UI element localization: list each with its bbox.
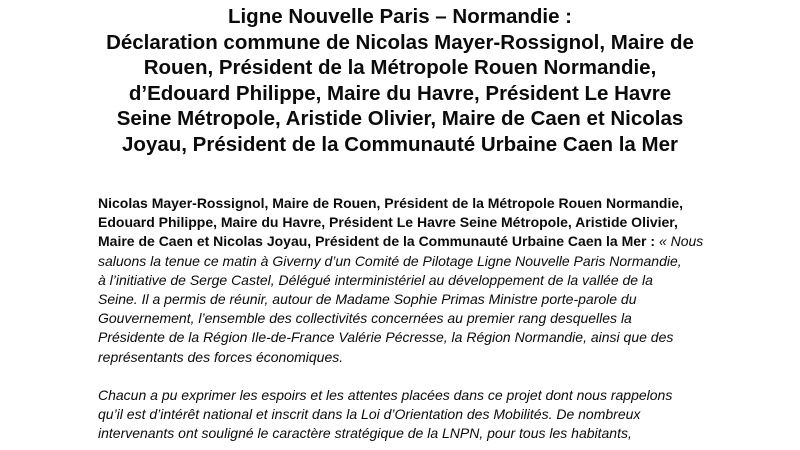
intro-mixed-line: [98, 232, 738, 251]
intro-bold-segment: Maire de Caen et Nicolas Joyau, Président de la Communauté Urbaine Caen la Mer :: [98, 233, 656, 250]
second-paragraph: [98, 386, 738, 444]
title-line: d’Edouard Philippe, Maire du Havre, Président Le Havre: [128, 81, 672, 105]
intro-paragraph: [98, 194, 738, 367]
title-line: Déclaration commune de Nicolas Mayer-Rossignol, Maire de: [106, 30, 694, 54]
paragraph-spacer: [98, 367, 738, 386]
title-line: Seine Métropole, Aristide Olivier, Maire de Caen et Nicolas: [116, 107, 684, 131]
paragraph-line: intervenants ont souligné le caractère stratégique de la LNPN, pour tous les habitants,: [98, 425, 632, 442]
title-line: Ligne Nouvelle Paris – Normandie :: [227, 5, 573, 28]
quote-line: à l’initiative de Serge Castel, Délégué interministériel au développement de la vallée de la: [98, 271, 653, 288]
intro-line: Edouard Philippe, Maire du Havre, Président Le Havre Seine Métropole, Aristide Olivier,: [98, 214, 678, 231]
quote-line: Seine. Il a permis de réunir, autour de Madame Sophie Primas Ministre porte-parole du: [98, 291, 637, 308]
quote-line: saluons la tenue ce matin à Giverny d’un Comité de Pilotage Ligne Nouvelle Paris Normandie,: [98, 252, 682, 269]
quote-line: Gouvernement, l’ensemble des collectivités concernées au premier rang desquelles la: [98, 310, 632, 327]
paragraph-line: qu’il est d’intérêt national et inscrit dans la Loi d’Orientation des Mobilités. De nombreux: [98, 406, 641, 423]
document-body: [98, 194, 738, 444]
intro-line: Nicolas Mayer-Rossignol, Maire de Rouen, Président de la Métropole Rouen Normandie,: [98, 195, 684, 211]
title-line: Rouen, Président de la Métropole Rouen Normandie,: [143, 56, 657, 80]
document-title: [70, 4, 730, 158]
quote-start-segment: « Nous: [655, 233, 704, 250]
quote-line: Présidente de la Région Ile-de-France Valérie Pécresse, la Région Normandie, ainsi que des: [98, 329, 674, 346]
title-line: Joyau, Président de la Communauté Urbaine Caen la Mer: [122, 132, 678, 156]
quote-line: représentants des forces économiques.: [98, 348, 344, 365]
paragraph-line: Chacun a pu exprimer les espoirs et les attentes placées dans ce projet dont nous rappelons: [98, 387, 673, 404]
